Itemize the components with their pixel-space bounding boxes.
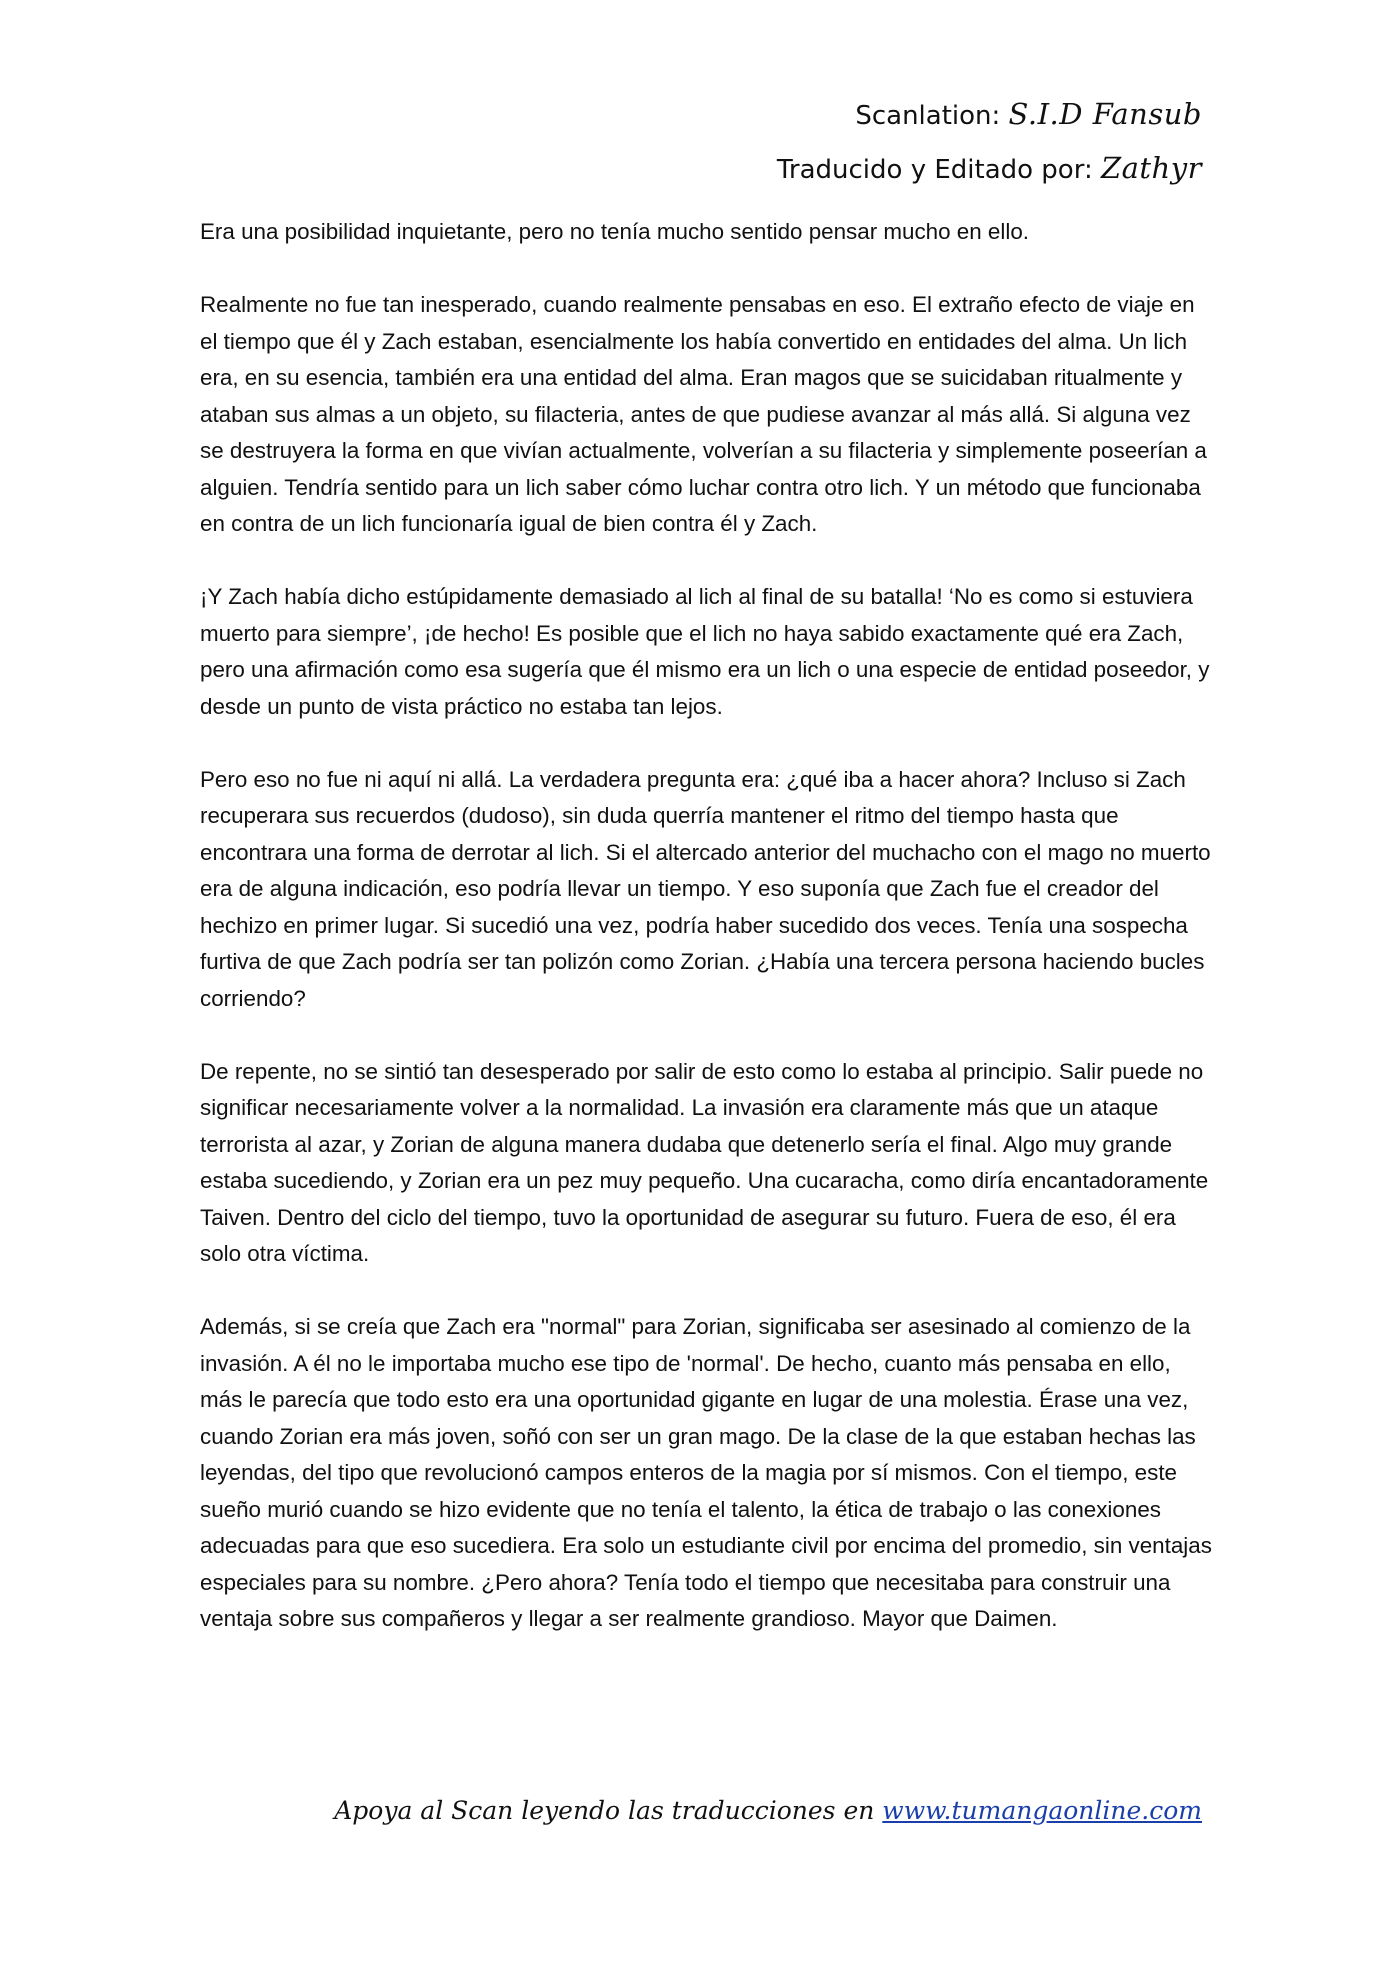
paragraph-6: Además, si se creía que Zach era "normal" para Zorian, significaba ser asesinado al comienzo de la invasión. A él no le importaba mucho ese tipo de 'normal'. De hecho, cuanto más pensaba en ello, más le parecía que todo esto era una oportunidad gigante en lugar de una molestia. Érase una vez, cuando Zorian era más joven, soñó con ser un gran mago. De la clase de la que estaban hechas las leyendas, del tipo que revolucionó campos enteros de la magia por sí mismos. Con el tiempo, este sueño murió cuando se hizo evidente que no tenía el talento, la ética de trabajo o las conexiones adecuadas para que eso sucediera. Era solo un estudiante civil por encima del promedio, sin ventajas especiales para su nombre. ¿Pero ahora? Tenía todo el tiempo que necesitaba para construir una ventaja sobre sus compañeros y llegar a ser realmente grandioso. Mayor que Daimen.	[200, 1314, 1212, 1631]
scanlation-group: S.I.D Fansub	[1008, 97, 1202, 131]
translator-credit	[777, 142, 1202, 196]
paragraph-1: Era una posibilidad inquietante, pero no tenía mucho sentido pensar mucho en ello.	[200, 219, 1030, 244]
paragraph-3: ¡Y Zach había dicho estúpidamente demasiado al lich al final de su batalla! ‘No es como si estuviera muerto para siempre’, ¡de hecho! Es posible que el lich no haya sabido exactamente qué era Zach, pero una afirmación como esa sugería que él mismo era un lich o una especie de entidad poseedor, y desde un punto de vista práctico no estaba tan lejos.	[200, 584, 1210, 719]
document-body	[200, 214, 1212, 1674]
paragraph-2: Realmente no fue tan inesperado, cuando realmente pensabas en eso. El extraño efecto de viaje en el tiempo que él y Zach estaban, esencialmente los había convertido en entidades del alma. Un lich era, en su esencia, también era una entidad del alma. Eran magos que se suicidaban ritualmente y ataban sus almas a un objeto, su filacteria, antes de que pudiese avanzar al más allá. Si alguna vez se destruyera la forma en que vivían actualmente, volverían a su filacteria y simplemente poseerían a alguien. Tendría sentido para un lich saber cómo luchar contra otro lich. Y un método que funcionaba en contra de un lich funcionaría igual de bien contra él y Zach.	[200, 292, 1207, 536]
paragraph-4: Pero eso no fue ni aquí ni allá. La verdadera pregunta era: ¿qué iba a hacer ahora? Incluso si Zach recuperara sus recuerdos (dudoso), sin duda querría mantener el ritmo del tiempo hasta que encontrara una forma de derrotar al lich. Si el altercado anterior del muchacho con el mago no muerto era de alguna indicación, eso podría llevar un tiempo. Y eso suponía que Zach fue el creador del hechizo en primer lugar. Si sucedió una vez, podría haber sucedido dos veces. Tenía una sospecha furtiva de que Zach podría ser tan polizón como Zorian. ¿Había una tercera persona haciendo bucles corriendo?	[200, 766, 1211, 1011]
scanlation-credit	[777, 88, 1202, 142]
footer-text: Apoya al Scan leyendo las traducciones en	[334, 1796, 875, 1825]
footer-link[interactable]: www.tumangaonline.com	[882, 1796, 1202, 1825]
scanlation-label: Scanlation:	[855, 101, 1001, 131]
translator-label: Traducido y Editado por:	[776, 155, 1093, 185]
page-footer	[334, 1796, 1202, 1825]
paragraph-5: De repente, no se sintió tan desesperado por salir de esto como lo estaba al principio. Salir puede no significar necesariamente volver a la normalidad. La invasión era claramente más que un ataque terrorista al azar, y Zorian de alguna manera dudaba que detenerlo sería el final. Algo muy grande estaba sucediendo, y Zorian era un pez muy pequeño. Una cucaracha, como diría encantadoramente Taiven. Dentro del ciclo del tiempo, tuvo la oportunidad de asegurar su futuro. Fuera de eso, él era solo otra víctima.	[200, 1058, 1209, 1266]
translator-name: Zathyr	[1100, 151, 1202, 185]
page-header	[777, 88, 1202, 196]
